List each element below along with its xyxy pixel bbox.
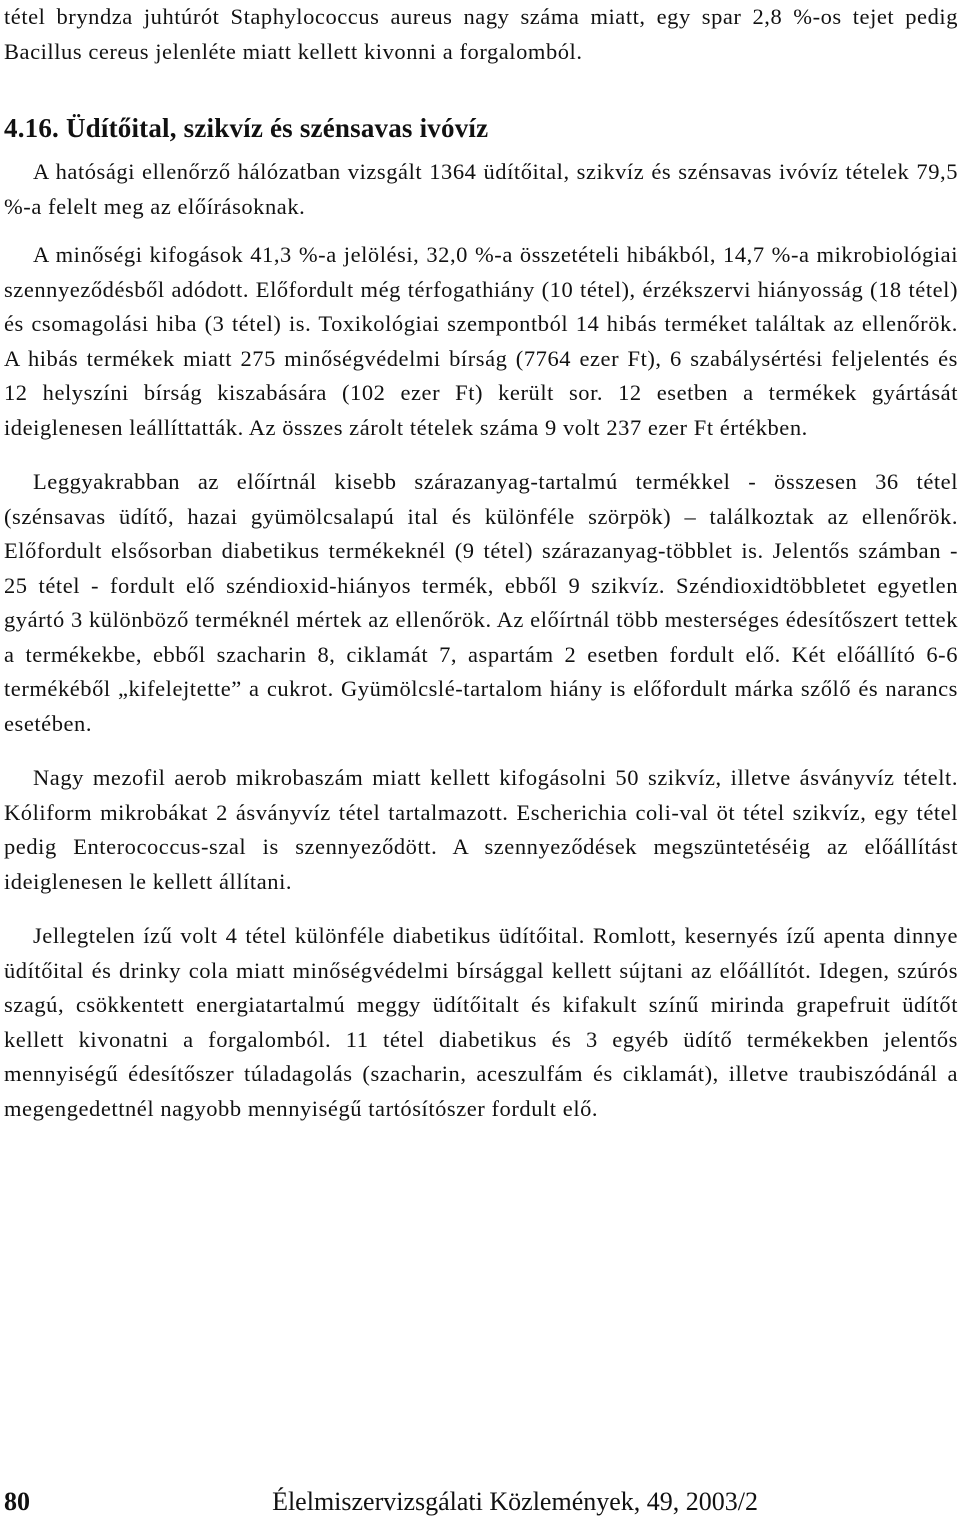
page-number: 80 <box>4 1487 30 1516</box>
journal-title: Élelmiszervizsgálati Közlemények, 49, 2003/2 <box>272 1487 758 1516</box>
paragraph-5: Jellegtelen ízű volt 4 tétel különféle diabetikus üdítőital. Romlott, kesernyés ízű apenta dinnye üdítőital és drinky cola miatt minőségvédelmi bírsággal kellett sújtani az előállítót. Idegen, szúrós szagú, csökkentett energiatartalmú meggy üdítőitalt és kifakult színű mirinda grapefruit üdítőt kellett kivonatni a forgalomból. 11 tétel diabetikus és 3 egyéb üdítő termékekben jelentős mennyiségű édesítőszer túladagolás (szacharin, aceszulfám és ciklamát), illetve traubiszódánál a megengedettnél nagyobb mennyiségű tartósítószer fordult elő. <box>4 923 958 1121</box>
paragraph-1: A hatósági ellenőrző hálózatban vizsgált 1364 üdítőital, szikvíz és szénsavas ivóvíz tételek 79,5 %-a felelt meg az előírásoknak. <box>4 159 958 219</box>
page-footer <box>4 1484 958 1520</box>
paragraph-continuation: tétel bryndza juhtúrót Staphylococcus aureus nagy száma miatt, egy spar 2,8 %-os tejet pedig Bacillus cereus jelenléte miatt kellett kivonni a forgalomból. <box>4 4 958 64</box>
paragraph-4: Nagy mezofil aerob mikrobaszám miatt kellett kifogásolni 50 szikvíz, illetve ásványvíz tételt. Kóliform mikrobákat 2 ásványvíz tétel tartalmazott. Escherichia coli-val öt tétel szikvíz, egy tétel pedig Enterococcus-szal is szennyeződött. A szennyeződések megszüntetéséig az előállítást ideiglenesen le kellett állítani. <box>4 765 958 894</box>
paragraph-2: A minőségi kifogások 41,3 %-a jelölési, 32,0 %-a összetételi hibákból, 14,7 %-a mikrobiológiai szennyeződésből adódott. Előfordult még térfogathiány (10 tétel), érzékszervi hiányosság (18 tétel) és csomagolási hiba (3 tétel) is. Toxikológiai szempontból 14 hibás terméket találtak az ellenőrök. A hibás termékek miatt 275 minőségvédelmi bírság (7764 ezer Ft), 6 szabálysértési feljelentés és 12 helyszíni bírság kiszabására (102 ezer Ft) került sor. 12 esetben a termékek gyártását ideiglenesen leállíttatták. Az összes zárolt tételek száma 9 volt 237 ezer Ft értékben. <box>4 242 958 440</box>
paragraph-3: Leggyakrabban az előírtnál kisebb szárazanyag-tartalmú termékkel - összesen 36 tétel (szénsavas üdítő, hazai gyümölcsalapú ital és különféle szörpök) – találkoztak az ellenőrök. Előfordult elsősorban diabetikus termékeknél (9 tétel) szárazanyag-többlet is. Jelentős számban - 25 tétel - fordult elő széndioxid-hiányos termék, ebből 9 szikvíz. Széndioxidtöbbletet egyetlen gyártó 3 különböző terméknél mértek az ellenőrök. Az előírtnál több mesterséges édesítőszert tettek a termékekbe, ebből szacharin 8, ciklamát 7, aspartám 2 esetben fordult elő. Két előállító 6-6 termékéből „kifelejtette” a cukrot. Gyümölcslé-tartalom hiány is előfordult márka szőlő és narancs esetében. <box>4 469 958 736</box>
section-heading: 4.16. Üdítőital, szikvíz és szénsavas ivóvíz <box>4 113 489 143</box>
page-body <box>4 0 958 1126</box>
